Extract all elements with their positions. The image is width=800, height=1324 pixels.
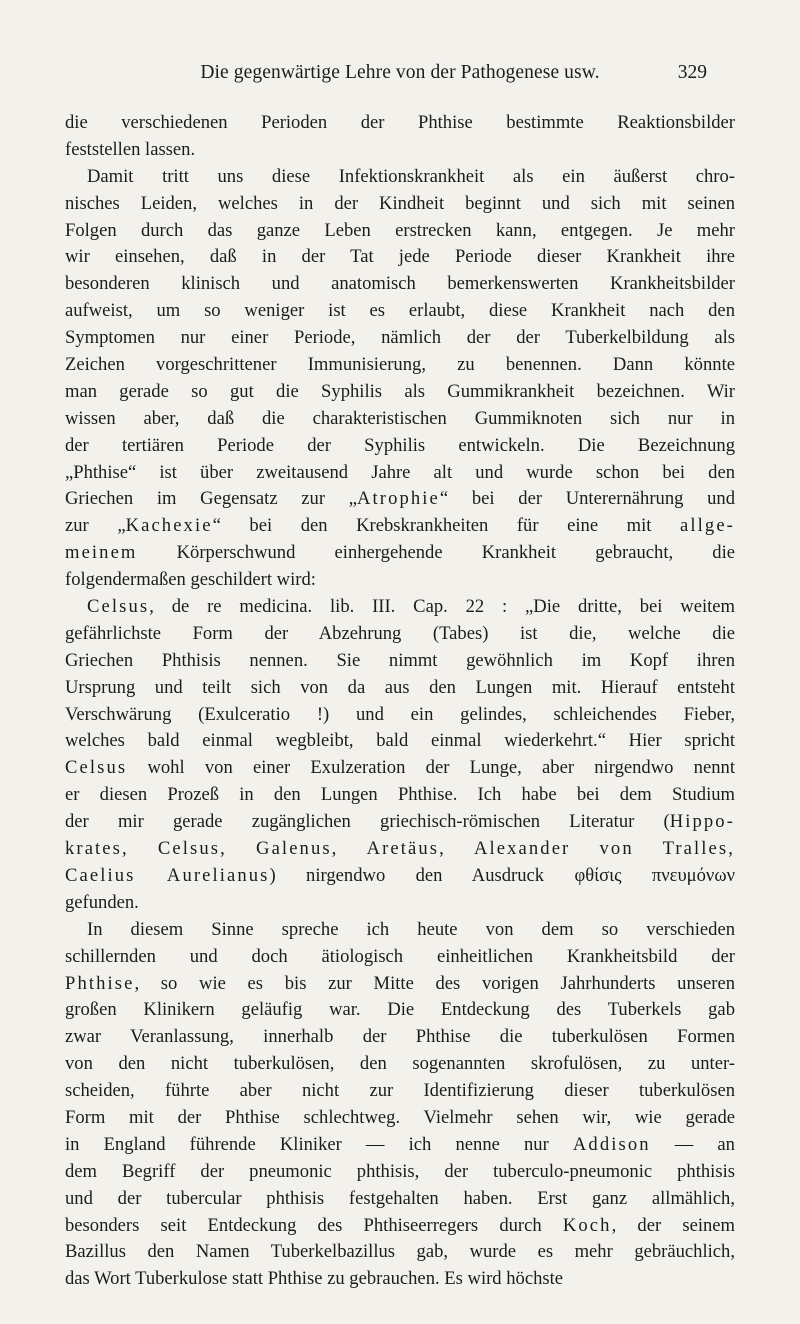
text-segment: man gerade so gut die Syphilis als Gummikrankheit bezeichnen. Wir bbox=[65, 380, 735, 402]
text-line bbox=[65, 164, 735, 191]
text-segment: schillernden und doch ätiologisch einheitlichen Krankheitsbild der bbox=[65, 945, 735, 967]
text-segment: In diesem Sinne spreche ich heute von dem so verschieden bbox=[87, 918, 735, 940]
spaced-name: allge- bbox=[680, 515, 735, 537]
spaced-name: Celsus bbox=[87, 596, 150, 618]
text-line bbox=[65, 218, 735, 245]
text-line bbox=[65, 648, 735, 675]
text-segment: Verschwärung (Exulceratio !) und ein gelindes, schleichendes Fieber, bbox=[65, 703, 735, 725]
text-line bbox=[65, 1266, 735, 1293]
text-line bbox=[65, 836, 735, 863]
page-number: 329 bbox=[677, 62, 707, 83]
running-head bbox=[93, 60, 707, 86]
text-line bbox=[65, 594, 735, 621]
text-line bbox=[65, 567, 735, 594]
text-segment: nisches Leiden, welches in der Kindheit beginnt und sich mit seinen bbox=[65, 192, 735, 214]
text-line bbox=[65, 944, 735, 971]
text-line bbox=[65, 433, 735, 460]
spaced-name: krates, Celsus, Galenus, Aretäus, Alexander von Tralles, bbox=[65, 838, 735, 860]
text-line bbox=[65, 755, 735, 782]
spaced-name: Kachexie bbox=[125, 515, 213, 537]
text-segment: in England führende Kliniker — ich nenne nur bbox=[65, 1133, 573, 1155]
text-segment: zwar Veranlassung, innerhalb der Phthise die tuberkulösen Formen bbox=[65, 1026, 735, 1048]
text-line bbox=[65, 325, 735, 352]
text-line bbox=[65, 513, 735, 540]
text-line bbox=[65, 917, 735, 944]
text-segment: besonderen klinisch und anatomisch bemerkenswerten Krankheitsbilder bbox=[65, 273, 735, 295]
text-line bbox=[65, 809, 735, 836]
text-segment: Griechen Phthisis nennen. Sie nimmt gewöhnlich im Kopf ihren bbox=[65, 649, 735, 671]
text-line bbox=[65, 971, 735, 998]
spaced-name: Caelius Aurelianus bbox=[65, 864, 270, 886]
text-line bbox=[65, 1186, 735, 1213]
text-line bbox=[65, 702, 735, 729]
text-segment: scheiden, führte aber nicht zur Identifizierung dieser tuberkulösen bbox=[65, 1080, 735, 1102]
text-segment: die verschiedenen Perioden der Phthise bestimmte Reaktionsbilder bbox=[65, 112, 735, 133]
text-line bbox=[65, 406, 735, 433]
text-line bbox=[65, 379, 735, 406]
text-segment: zur „ bbox=[65, 515, 126, 537]
running-title: Die gegenwärtige Lehre von der Pathogenese usw. bbox=[200, 62, 600, 83]
text-segment: , so wie es bis zur Mitte des vorigen Jahrhunderts unseren bbox=[134, 972, 735, 994]
text-segment: Körperschwund einhergehende Krankheit gebraucht, die bbox=[137, 542, 735, 564]
spaced-name: Koch bbox=[562, 1214, 612, 1236]
text-segment: Damit tritt uns diese Infektionskrankheit als ein äußerst chro- bbox=[87, 165, 735, 187]
text-segment: Form mit der Phthise schlechtweg. Vielmehr sehen wir, wie gerade bbox=[65, 1106, 735, 1128]
text-segment: ) nirgendwo den Ausdruck φθίσις πνευμόνων bbox=[269, 864, 735, 886]
text-segment: Ursprung und teilt sich von da aus den Lungen mit. Hierauf entsteht bbox=[65, 676, 735, 698]
text-segment: wissen aber, daß die charakteristischen Gummiknoten sich nur in bbox=[65, 407, 735, 429]
text-segment: der tertiären Periode der Syphilis entwickeln. Die Bezeichnung bbox=[65, 434, 735, 456]
text-line bbox=[65, 298, 735, 325]
text-line bbox=[65, 1159, 735, 1186]
text-line bbox=[65, 621, 735, 648]
text-line bbox=[65, 728, 735, 755]
text-line bbox=[65, 1078, 735, 1105]
spaced-name: Phthise bbox=[65, 972, 135, 994]
text-segment: gefährlichste Form der Abzehrung (Tabes) ist die, welche die bbox=[65, 622, 735, 644]
text-segment: feststellen lassen. bbox=[65, 138, 196, 160]
text-segment: wohl von einer Exulzeration der Lunge, aber nirgendwo nennt bbox=[127, 757, 735, 779]
spaced-name: Addison bbox=[572, 1133, 651, 1155]
text-segment: aufweist, um so weniger ist es erlaubt, diese Krankheit nach den bbox=[65, 300, 735, 322]
text-segment: wir einsehen, daß in der Tat jede Periode dieser Krankheit ihre bbox=[65, 246, 735, 268]
body-text bbox=[65, 110, 735, 1293]
text-segment: Bazillus den Namen Tuberkelbazillus gab, wurde es mehr gebräuchlich, bbox=[65, 1241, 735, 1263]
text-line bbox=[65, 110, 735, 137]
text-segment: Folgen durch das ganze Leben erstrecken kann, entgegen. Je mehr bbox=[65, 219, 735, 241]
text-segment: , der seinem bbox=[611, 1214, 735, 1236]
text-segment: besonders seit Entdeckung des Phthiseerregers durch bbox=[65, 1214, 563, 1236]
text-line bbox=[65, 271, 735, 298]
text-line bbox=[65, 460, 735, 487]
text-segment: Symptomen nur einer Periode, nämlich der der Tuberkelbildung als bbox=[65, 327, 735, 349]
text-line bbox=[65, 191, 735, 218]
text-segment: folgendermaßen geschildert wird: bbox=[65, 569, 316, 591]
text-segment: großen Klinikern geläufig war. Die Entdeckung des Tuberkels gab bbox=[65, 999, 735, 1021]
text-line bbox=[65, 486, 735, 513]
text-line bbox=[65, 1024, 735, 1051]
text-line bbox=[65, 540, 735, 567]
text-line bbox=[65, 1105, 735, 1132]
spaced-name: meinem bbox=[65, 542, 138, 564]
text-line bbox=[65, 997, 735, 1024]
text-segment: das Wort Tuberkulose statt Phthise zu gebrauchen. Es wird höchste bbox=[65, 1268, 564, 1290]
spaced-name: Hippo- bbox=[669, 811, 735, 833]
text-segment: gefunden. bbox=[65, 891, 139, 913]
text-line bbox=[65, 1213, 735, 1240]
text-line bbox=[65, 352, 735, 379]
text-segment: Zeichen vorgeschrittener Immunisierung, zu benennen. Dann könnte bbox=[65, 354, 735, 376]
text-segment: — an bbox=[650, 1133, 735, 1155]
text-segment: er diesen Prozeß in den Lungen Phthise. Ich habe bei dem Studium bbox=[65, 784, 735, 806]
text-segment: und der tubercular phthisis festgehalten haben. Erst ganz allmählich, bbox=[65, 1187, 735, 1209]
text-segment: der mir gerade zugänglichen griechisch-römischen Literatur ( bbox=[65, 811, 670, 833]
text-line bbox=[65, 863, 735, 890]
text-line bbox=[65, 137, 735, 164]
text-line bbox=[65, 1239, 735, 1266]
text-segment: “ bei den Krebskrankheiten für eine mit bbox=[212, 515, 681, 537]
text-line bbox=[65, 782, 735, 809]
text-line bbox=[65, 1051, 735, 1078]
spaced-name: Celsus bbox=[65, 757, 128, 779]
text-segment: „Phthise“ ist über zweitausend Jahre alt und wurde schon bei den bbox=[65, 461, 735, 483]
text-segment: Griechen im Gegensatz zur „ bbox=[65, 488, 357, 510]
text-segment: “ bei der Unterernährung und bbox=[439, 488, 735, 510]
text-segment: welches bald einmal wegbleibt, bald einmal wiederkehrt.“ Hier spricht bbox=[65, 730, 735, 752]
text-line bbox=[65, 675, 735, 702]
text-segment: dem Begriff der pneumonic phthisis, der tuberculo-pneumonic phthisis bbox=[65, 1160, 735, 1182]
spaced-name: Atrophie bbox=[357, 488, 440, 510]
text-line bbox=[65, 244, 735, 271]
text-segment: von den nicht tuberkulösen, den sogenannten skrofulösen, zu unter- bbox=[65, 1053, 735, 1075]
text-line bbox=[65, 1132, 735, 1159]
text-segment: , de re medicina. lib. III. Cap. 22 : „Die dritte, bei weitem bbox=[149, 596, 735, 618]
text-line bbox=[65, 890, 735, 917]
